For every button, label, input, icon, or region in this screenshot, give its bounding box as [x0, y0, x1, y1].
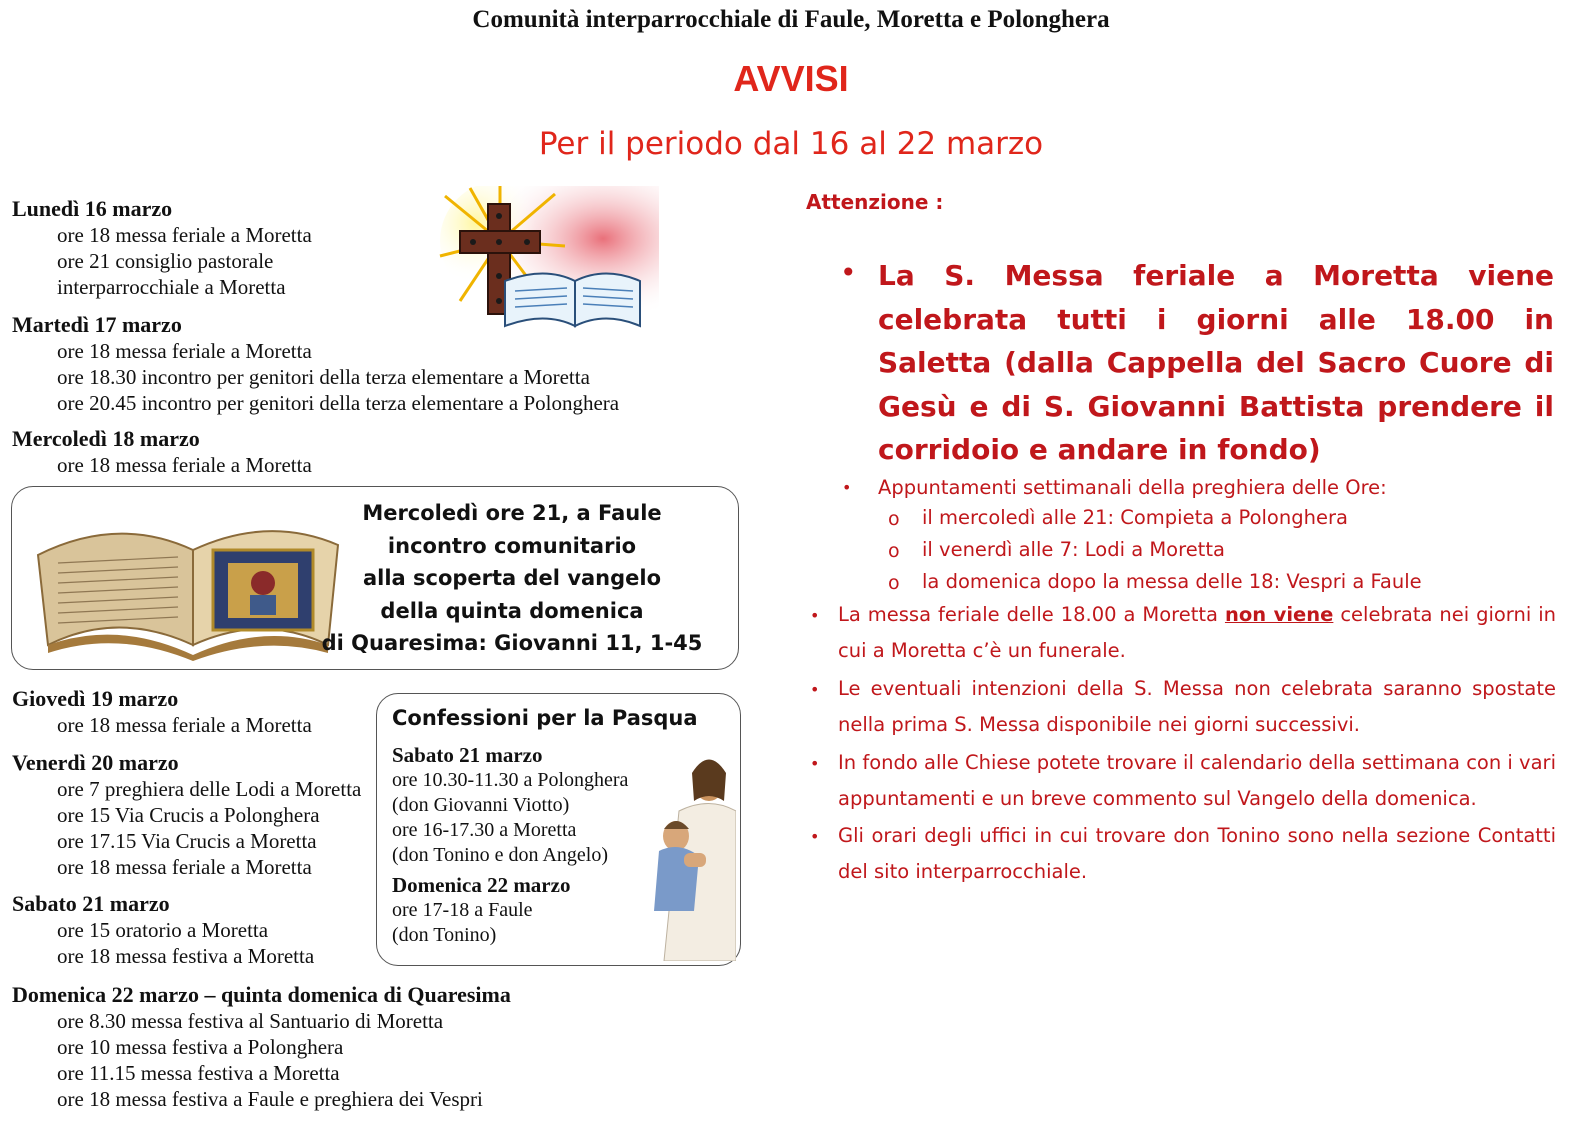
confessions-box — [376, 693, 741, 966]
notice-emphasis: non viene — [1224, 603, 1334, 626]
gospel-line: Mercoledì ore 21, a Faule — [362, 501, 662, 525]
notice-text: La messa feriale delle 18.00 a Moretta — [838, 603, 1225, 626]
bullet-icon: • — [842, 478, 852, 497]
day-block-monday — [12, 196, 312, 300]
day-title: Domenica 22 marzo – quinta domenica di Quaresima — [12, 982, 511, 1007]
gospel-line: della quinta domenica — [380, 598, 644, 623]
day-item: ore 15 oratorio a Moretta — [57, 918, 269, 942]
main-notice: La S. Messa feriale a Moretta viene celebrata tutti i giorni alle 18.00 in Saletta (dalla Cappella del Sacro Cuore di Gesù e di S. Giovanni Battista prendere il corridoio e andare in fondo) — [878, 259, 1554, 466]
notice-intentions: Le eventuali intenzioni della S. Messa non celebrata saranno spostate nella prima S. Messa disponibile nei giorni successivi. — [838, 677, 1556, 736]
notice-text: celebrata nei giorni in cui a Moretta c’è un funerale. — [838, 603, 1556, 662]
day-block-thursday — [12, 686, 312, 738]
gospel-meeting-text — [312, 497, 712, 660]
bullet-icon: • — [810, 754, 820, 773]
notice-funeral — [838, 597, 1556, 669]
jesus-embrace-illustration — [654, 741, 736, 961]
day-title: Venerdì 20 marzo — [12, 750, 179, 775]
circle-bullet-icon: o — [888, 540, 900, 562]
day-item: ore 18 messa festiva a Faule e preghiera dei Vespri — [57, 1087, 483, 1111]
gospel-line: di Quaresima: Giovanni 11, 1-45 — [321, 631, 703, 655]
prayer-item: il mercoledì alle 21: Compieta a Polonghera — [922, 506, 1348, 529]
confessions-day: Sabato 21 marzo — [392, 743, 543, 767]
day-title: Mercoledì 18 marzo — [12, 426, 200, 451]
confessions-line: ore 10.30-11.30 a Polonghera — [392, 769, 629, 791]
day-item: ore 8.30 messa festiva al Santuario di Moretta — [57, 1009, 444, 1033]
day-item: ore 20.45 incontro per genitori della terza elementare a Polonghera — [57, 391, 620, 415]
confessions-day: Domenica 22 marzo — [392, 873, 571, 897]
day-block-wednesday — [12, 426, 312, 478]
open-bible-illustration — [28, 495, 348, 661]
day-item: ore 18 messa feriale a Moretta — [57, 713, 312, 737]
day-title: Giovedì 19 marzo — [12, 686, 179, 711]
day-title: Martedì 17 marzo — [12, 312, 182, 337]
page-title: AVVISI — [733, 58, 849, 99]
bullet-icon: • — [810, 680, 820, 699]
day-item: ore 18 messa festiva a Moretta — [57, 944, 315, 968]
parish-name: Comunità interparrocchiale di Faule, Moretta e Polonghera — [472, 6, 1110, 33]
day-block-saturday — [12, 891, 314, 969]
day-item: ore 21 consiglio pastorale — [57, 249, 274, 273]
confessions-line: ore 17-18 a Faule — [392, 899, 533, 921]
day-title: Sabato 21 marzo — [12, 891, 170, 916]
prayer-item: la domenica dopo la messa delle 18: Vespri a Faule — [922, 570, 1422, 593]
prayer-item: il venerdì alle 7: Lodi a Moretta — [922, 538, 1225, 561]
gospel-line: alla scoperta del vangelo — [362, 566, 662, 590]
confessions-title: Confessioni per la Pasqua — [392, 706, 698, 730]
day-block-tuesday — [12, 312, 619, 416]
gospel-meeting-box — [11, 486, 739, 670]
period-subtitle: Per il periodo dal 16 al 22 marzo — [538, 126, 1044, 162]
day-block-friday — [12, 750, 361, 880]
day-item: ore 10 messa festiva a Polonghera — [57, 1035, 344, 1059]
day-item: ore 7 preghiera delle Lodi a Moretta — [57, 777, 362, 801]
circle-bullet-icon: o — [888, 508, 900, 530]
day-item: interparrocchiale a Moretta — [57, 275, 286, 299]
bullet-icon: • — [810, 827, 820, 846]
circle-bullet-icon: o — [888, 572, 900, 594]
bullet-icon: • — [810, 606, 820, 625]
bullet-icon: • — [840, 256, 857, 289]
day-block-sunday — [12, 982, 511, 1112]
confessions-line: (don Tonino) — [392, 924, 497, 946]
day-item: ore 18 messa feriale a Moretta — [57, 855, 312, 879]
confessions-line: (don Giovanni Viotto) — [392, 794, 570, 816]
day-item: ore 15 Via Crucis a Polonghera — [57, 803, 320, 827]
notice-office-hours: Gli orari degli uffici in cui trovare don Tonino sono nella sezione Contatti del sito interparrocchiale. — [838, 824, 1556, 883]
day-item: ore 18 messa feriale a Moretta — [57, 223, 312, 247]
day-item: ore 11.15 messa festiva a Moretta — [57, 1061, 340, 1085]
confessions-line: (don Tonino e don Angelo) — [392, 844, 608, 866]
day-title: Lunedì 16 marzo — [12, 196, 173, 221]
day-item: ore 17.15 Via Crucis a Moretta — [57, 829, 317, 853]
confessions-body — [392, 742, 628, 948]
confessions-line: ore 16-17.30 a Moretta — [392, 819, 577, 841]
attention-label: Attenzione : — [806, 190, 944, 214]
prayer-intro: Appuntamenti settimanali della preghiera delle Ore: — [878, 476, 1387, 499]
day-item: ore 18.30 incontro per genitori della terza elementare a Moretta — [57, 365, 590, 389]
day-item: ore 18 messa feriale a Moretta — [57, 339, 312, 363]
gospel-line: incontro comunitario — [387, 533, 637, 558]
day-item: ore 18 messa feriale a Moretta — [57, 453, 312, 477]
notice-calendar: In fondo alle Chiese potete trovare il calendario della settimana con i vari appuntamenti e un breve commento sul Vangelo della domenica. — [838, 751, 1556, 810]
